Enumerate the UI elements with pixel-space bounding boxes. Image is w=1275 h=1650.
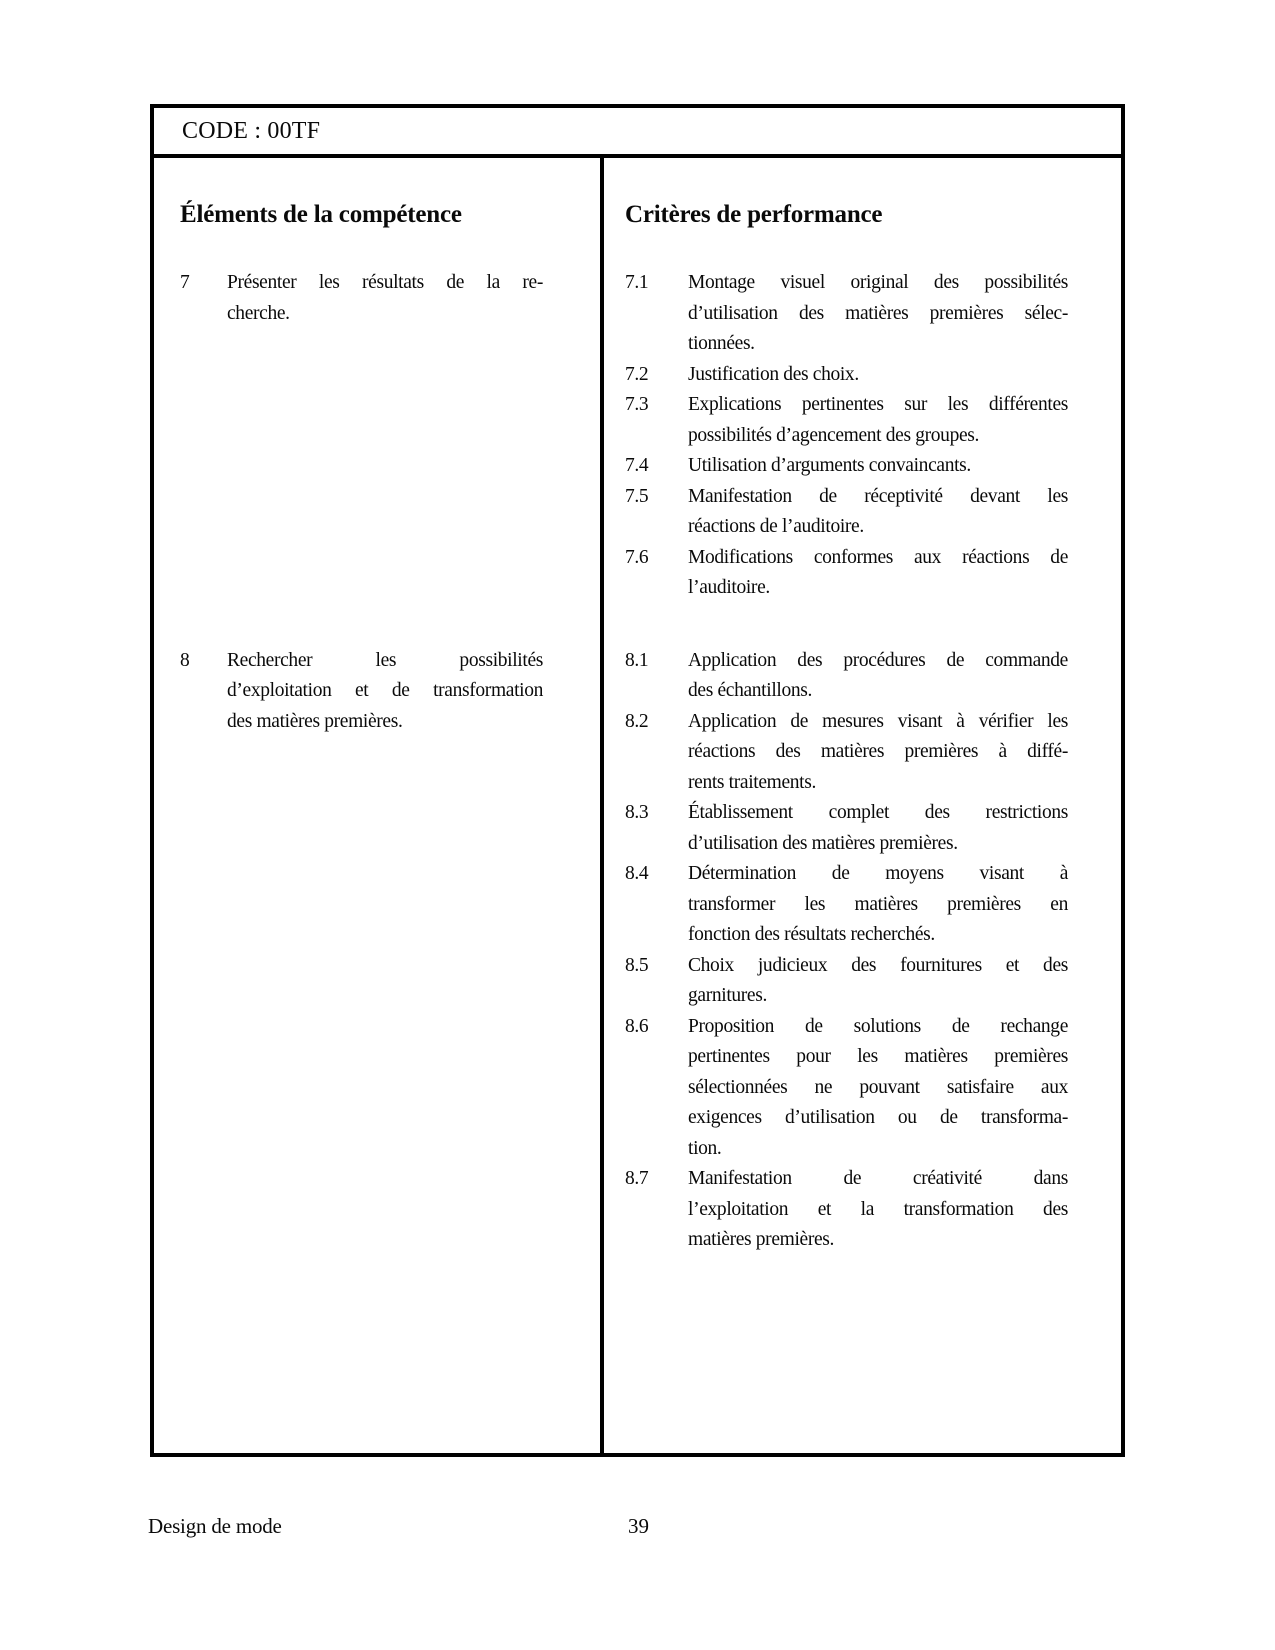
- text-line: réactions des matières premières à diffé-: [688, 741, 1068, 762]
- item-number: 7: [180, 272, 190, 293]
- performance-criterion-item: [625, 859, 1121, 951]
- element-cell: [154, 646, 604, 1256]
- item-text: [227, 646, 543, 738]
- table-rows: [154, 268, 1121, 1256]
- competency-row: [154, 646, 1121, 1256]
- text-line: possibilités d’agencement des groupes.: [688, 424, 980, 446]
- competency-element-item: [180, 646, 604, 738]
- text-line: Manifestation de réceptivité devant les: [688, 485, 1068, 507]
- text-line: tionnées.: [688, 333, 755, 354]
- table-body: [154, 158, 1121, 1453]
- text-line: tion.: [688, 1137, 722, 1159]
- item-text: [688, 1012, 1068, 1165]
- text-line: d’utilisation des matières premières.: [688, 832, 958, 854]
- text-line: exigences d’utilisation ou de transforma-: [688, 1107, 1068, 1128]
- item-number: 8.6: [625, 1015, 649, 1037]
- criteria-cell: [604, 646, 1121, 1256]
- footer-document-title: Design de mode: [148, 1514, 282, 1538]
- item-number: 7.4: [625, 455, 649, 476]
- item-text: [688, 390, 1068, 451]
- text-line: Application de mesures visant à vérifier les: [688, 710, 1068, 732]
- code-header-row: [154, 108, 1121, 158]
- item-text: [688, 360, 1068, 391]
- item-text: [688, 482, 1068, 543]
- item-number: 8.2: [625, 710, 649, 732]
- item-text: [688, 798, 1068, 859]
- text-line: Rechercher les possibilités: [227, 649, 543, 671]
- text-line: fonction des résultats recherchés.: [688, 924, 935, 945]
- text-line: garnitures.: [688, 985, 767, 1006]
- item-text: [688, 859, 1068, 951]
- text-line: des matières premières.: [227, 710, 403, 732]
- text-line: sélectionnées ne pouvant satisfaire aux: [688, 1076, 1068, 1098]
- item-text: [688, 951, 1068, 1012]
- competency-row: [154, 268, 1121, 604]
- text-line: rents traitements.: [688, 771, 816, 793]
- performance-criterion-item: [625, 707, 1121, 799]
- text-line: Présenter les résultats de la re-: [227, 272, 543, 293]
- text-line: Établissement complet des restrictions: [688, 802, 1068, 823]
- text-line: Choix judicieux des fournitures et des: [688, 954, 1068, 976]
- competency-table: [150, 104, 1125, 1457]
- performance-criterion-item: [625, 543, 1121, 604]
- item-number: 7.6: [625, 546, 649, 568]
- item-number: 7.3: [625, 394, 649, 415]
- performance-criterion-item: [625, 1012, 1121, 1165]
- item-number: 8.4: [625, 863, 649, 884]
- text-line: l’exploitation et la transformation des: [688, 1198, 1068, 1220]
- right-header-cell: [604, 200, 1121, 230]
- item-number: 8.7: [625, 1168, 649, 1189]
- text-line: d’exploitation et de transformation: [227, 680, 543, 701]
- page-footer: [0, 1514, 1275, 1548]
- text-line: cherche.: [227, 302, 290, 324]
- performance-criterion-item: [625, 951, 1121, 1012]
- item-number: 8.3: [625, 802, 649, 823]
- performance-criterion-item: [625, 390, 1121, 451]
- text-line: Justification des choix.: [688, 363, 859, 385]
- item-number: 7.1: [625, 272, 649, 293]
- text-line: Montage visuel original des possibilités: [688, 272, 1068, 293]
- item-text: [688, 646, 1068, 707]
- text-line: Manifestation de créativité dans: [688, 1168, 1068, 1189]
- code-label: CODE : 00TF: [182, 117, 321, 144]
- left-header-cell: [154, 200, 604, 230]
- text-line: matières premières.: [688, 1229, 835, 1250]
- performance-criterion-item: [625, 798, 1121, 859]
- item-number: 7.2: [625, 363, 649, 385]
- item-text: [688, 707, 1068, 799]
- text-line: transformer les matières premières en: [688, 893, 1068, 915]
- text-line: réactions de l’auditoire.: [688, 516, 864, 537]
- text-line: Modifications conformes aux réactions de: [688, 546, 1068, 568]
- text-line: d’utilisation des matières premières sélec-: [688, 302, 1068, 324]
- item-text: [688, 1164, 1068, 1256]
- text-line: l’auditoire.: [688, 577, 770, 598]
- item-text: [227, 268, 543, 329]
- text-line: Proposition de solutions de rechange: [688, 1015, 1068, 1037]
- competency-element-item: [180, 268, 604, 329]
- criteria-cell: [604, 268, 1121, 604]
- text-line: pertinentes pour les matières premières: [688, 1046, 1068, 1067]
- element-cell: [154, 268, 604, 604]
- item-number: 7.5: [625, 485, 649, 507]
- item-number: 8.5: [625, 954, 649, 976]
- item-number: 8: [180, 649, 190, 671]
- text-line: des échantillons.: [688, 680, 813, 701]
- item-text: [688, 543, 1068, 604]
- footer-page-number: 39: [628, 1514, 649, 1538]
- item-text: [688, 451, 1068, 482]
- left-column-header: Éléments de la compétence: [180, 201, 462, 228]
- performance-criterion-item: [625, 646, 1121, 707]
- item-text: [688, 268, 1068, 360]
- text-line: Application des procédures de commande: [688, 649, 1068, 671]
- text-line: Détermination de moyens visant à: [688, 863, 1068, 884]
- performance-criterion-item: [625, 268, 1121, 360]
- item-number: 8.1: [625, 649, 649, 671]
- performance-criterion-item: [625, 451, 1121, 482]
- performance-criterion-item: [625, 1164, 1121, 1256]
- performance-criterion-item: [625, 360, 1121, 391]
- right-column-header: Critères de performance: [625, 201, 883, 228]
- performance-criterion-item: [625, 482, 1121, 543]
- column-divider: [600, 158, 604, 1453]
- text-line: Explications pertinentes sur les différentes: [688, 394, 1068, 415]
- column-headers-row: [154, 158, 1121, 230]
- text-line: Utilisation d’arguments convaincants.: [688, 455, 971, 476]
